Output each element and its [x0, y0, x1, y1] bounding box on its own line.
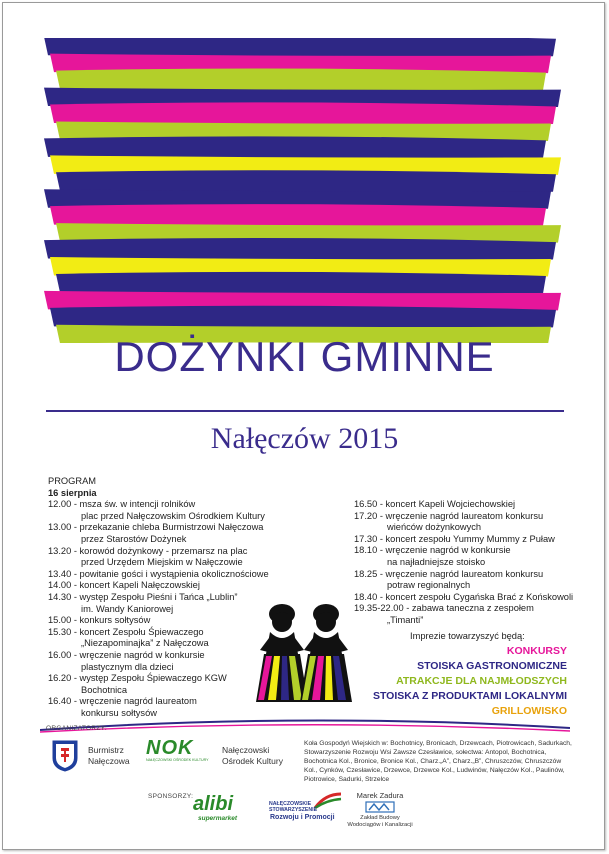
program-item: 16.20 - występ Zespołu Śpiewaczego KGW	[48, 673, 227, 684]
program-item: 15.00 - konkurs sołtysów	[48, 615, 151, 626]
page-subtitle: Nałęczów 2015	[210, 422, 399, 455]
alibi-logo: alibi	[193, 793, 234, 815]
program-item: „Timanti”	[387, 614, 424, 625]
program-item: plac przed Nałęczowskim Ośrodkiem Kultury	[81, 510, 265, 521]
program-item: 17.20 - wręczenie nagród laureatom konkursu	[354, 510, 544, 521]
alibi-subtitle: supermarket	[198, 815, 238, 822]
paint-stripe	[56, 170, 556, 193]
program-item: 18.25 - wręczenie nagród laureatom konkursu	[354, 568, 544, 579]
program-right-list	[354, 499, 573, 627]
sponsors-label: SPONSORZY:	[148, 793, 194, 800]
footer-swoosh	[40, 716, 570, 734]
kola-gospodyn-text: Koła Gospodyń Wiejskich w: Bochotnicy, Bronicach, Drzewcach, Piotrowicach, Sadurkach, Stowarzyszenie Rozwoju Wsi Zawsze Czesławice, sołectwa: Antopol, Bochotnica, Bochotnica Kol., Bronice, Bronice Kol., Charz.„A”, Charz.„B”, Chruszczów, Chruszczów Kol., Cynków, Czesławice, Drzewce, Drzewce Kol., Ludwinów, Nałęczów Kol., Paulinów, Piotrowice, Sadurki, Strzelce	[304, 740, 572, 783]
zadura-name: Marek Zadura	[356, 791, 404, 800]
coat-of-arms-icon	[52, 740, 78, 772]
program-item: 14.00 - koncert Kapeli Nałęczowskiej	[48, 580, 200, 591]
program-item: 13.00 - przekazanie chleba Burmistrzowi Nałęczowa	[48, 522, 264, 533]
paint-stripe	[56, 69, 546, 92]
program-item: na najładniejsze stoisko	[387, 556, 486, 567]
attraction-item: STOISKA Z PRODUKTAMI LOKALNYMI	[372, 690, 567, 702]
nsr-swoosh-icon	[313, 792, 343, 810]
program-right-column	[354, 499, 573, 627]
attraction-item: ATRAKCJE DLA NAJMŁODSZYCH	[396, 675, 567, 687]
nsr-logo-tagline: Rozwoju i Promocji	[270, 814, 335, 821]
nsr-logo-text: NAŁĘCZOWSKIE STOWARZYSZENIE	[269, 801, 318, 813]
zadura-logo-icon	[365, 801, 395, 813]
program-item: 16.50 - koncert Kapeli Wojciechowskiej	[354, 499, 516, 509]
program-item: „Niezapominajka” z Nałęczowa	[81, 638, 209, 649]
program-item: 12.00 - msza św. w intencji rolników	[48, 499, 196, 510]
program-left-column	[48, 476, 269, 719]
program-left-list	[48, 499, 269, 719]
program-item: 16.00 - wręczenie nagród w konkursie	[48, 649, 205, 660]
nok-name: Nałęczowski Ośrodek Kultury	[222, 745, 283, 766]
program-item: 15.30 - koncert Zespołu Śpiewaczego	[48, 626, 204, 637]
program-item: potraw regionalnych	[387, 580, 471, 591]
program-item: 14.30 - występ Zespołu Pieśni i Tańca „Lublin”	[48, 591, 238, 602]
program-item: przed Urzędem Miejskim w Nałęczowie	[81, 557, 243, 568]
page-title: DOŻYNKI GMINNE	[114, 333, 495, 380]
nok-logo: NOK NAŁĘCZOWSKI OŚRODEK KULTURY	[146, 737, 209, 762]
program-heading: PROGRAM	[48, 476, 97, 486]
program-item: im. Wandy Kaniorowej	[81, 603, 174, 614]
burmistrz-name: Burmistrz Nałęczowa	[88, 745, 130, 766]
title-divider	[46, 410, 564, 412]
program-item: 18.10 - wręczenie nagród w konkursie	[354, 545, 511, 556]
attraction-item: KONKURSY	[506, 645, 567, 657]
program-item: plastycznym dla dzieci	[81, 661, 174, 672]
folk-women-illustration	[250, 592, 358, 710]
paint-stripe	[56, 272, 546, 295]
program-item: 13.40 - powitanie gości i wystąpienia okolicznościowe	[48, 568, 269, 579]
program-item: 16.40 - wręczenie nagród laureatom	[48, 696, 197, 707]
program-item: 18.40 - koncert zespołu Cygańska Brać z Końskowoli	[354, 591, 574, 602]
program-item: 19.35-22.00 - zabawa taneczna z zespołem	[354, 603, 534, 614]
attractions-heading: Imprezie towarzyszyć będą:	[410, 631, 525, 641]
organizers-label: ORGANIZATORZY:	[46, 725, 108, 732]
attraction-item: GRILLOWISKO	[491, 705, 567, 717]
program-item: wieńców dożynkowych	[387, 522, 482, 533]
program-item: przez Starostów Dożynek	[81, 533, 187, 544]
program-item: 17.30 - koncert zespołu Yummy Mummy z Puław	[354, 533, 555, 544]
attraction-item: STOISKA GASTRONOMICZNE	[417, 660, 567, 672]
painted-stripes	[40, 38, 565, 343]
program-date: 16 sierpnia	[48, 487, 97, 498]
zadura-subtitle: Zakład Budowy Wodociągów i Kanalizacji	[347, 815, 413, 828]
program-item: konkursu sołtysów	[81, 707, 157, 718]
program-item: 13.20 - korowód dożynkowy - przemarsz na plac	[48, 545, 248, 556]
program-item: Bochotnica	[81, 684, 127, 695]
